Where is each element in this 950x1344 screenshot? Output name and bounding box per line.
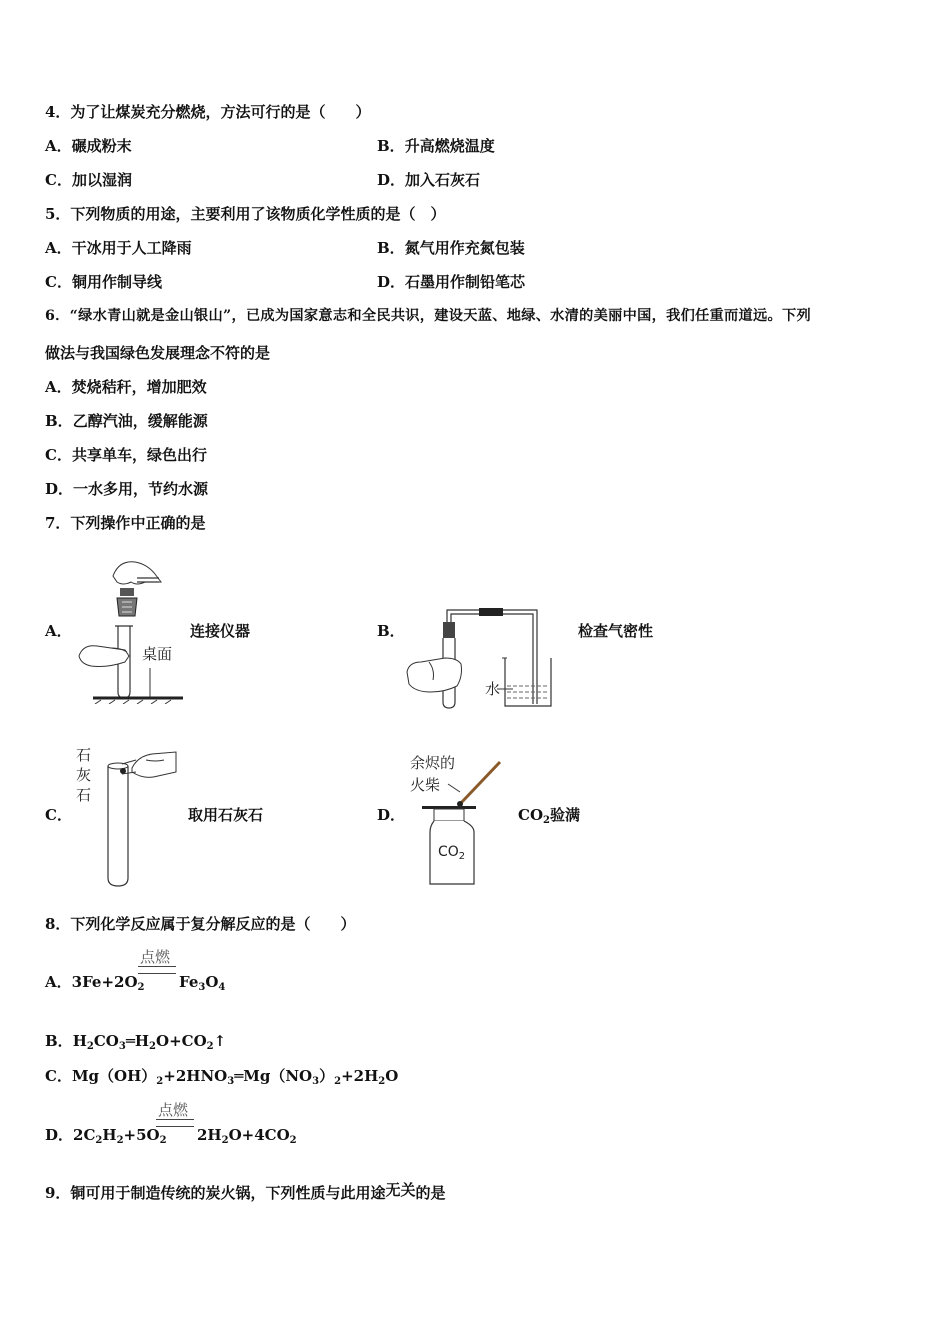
take-limestone-figure [72, 740, 182, 888]
connect-apparatus-figure [75, 552, 185, 704]
q4-option-c[interactable]: C．加以湿润 [45, 171, 132, 189]
ember-label: 余烬的 [410, 754, 456, 772]
desktop-label: 桌面 [142, 645, 173, 663]
airtightness-figure [405, 600, 557, 712]
q6-option-b[interactable]: B．乙醇汽油，缓解能源 [45, 412, 208, 430]
q7-stem: 7．下列操作中正确的是 [45, 514, 206, 532]
co2-full-test-figure [404, 748, 508, 888]
q6-stem-line2: 做法与我国绿色发展理念不符的是 [45, 344, 271, 362]
q5-option-a[interactable]: A．干冰用于人工降雨 [45, 239, 192, 257]
q8-option-d[interactable]: D．$2C_2H_2+5O_2$ [45, 1126, 167, 1146]
limestone-label-3: 石 [76, 786, 92, 804]
q7-option-d-letter[interactable]: D． [377, 806, 406, 824]
q7-option-a-letter[interactable]: A． [45, 622, 72, 640]
q7-option-c-caption: 取用石灰石 [188, 806, 264, 824]
q9-emphasis: 无关 [385, 1181, 416, 1199]
q8-a-condition: 点燃 [140, 948, 171, 966]
q5-option-b[interactable]: B．氮气用作充氮包装 [377, 239, 525, 257]
q5-stem: 5．下列物质的用途，主要利用了该物质化学性质的是（ ） [45, 205, 446, 223]
q6-option-d[interactable]: D．一水多用，节约水源 [45, 480, 209, 498]
q8-option-c[interactable]: C．$Mg(OH)_2+2HNO_3═Mg(NO_3)_2+2H_2O$ [45, 1067, 399, 1087]
q4-option-d[interactable]: D．加入石灰石 [377, 171, 481, 189]
q7-option-b-letter[interactable]: B． [377, 622, 405, 640]
q7-option-d-caption: $CO_2$验满 [518, 806, 580, 826]
q8-option-a-product: $Fe_3O_4$ [179, 973, 226, 993]
q8-option-b[interactable]: B．$H_2CO_3═H_2O+CO_2↑$ [45, 1032, 227, 1052]
q7-option-c-letter[interactable]: C． [45, 806, 72, 824]
q7-option-b-caption: 检查气密性 [578, 622, 654, 640]
q6-stem-line1: 6．“绿水青山就是金山银山”，已成为国家意志和全民共识，建设天蓝、地绿、水清的美丽中国，我们任重而道远。下列 [45, 308, 811, 324]
q8-option-a[interactable]: A．$3Fe+2O_2$ [45, 973, 145, 993]
q5-option-d[interactable]: D．石墨用作制铅笔芯 [377, 273, 526, 291]
water-label: 水 [485, 680, 501, 698]
match-label: 火柴 [410, 776, 441, 794]
q8-option-d-product: $2H_2O+4CO_2$ [197, 1126, 297, 1146]
limestone-label-2: 灰 [76, 766, 92, 784]
q4-option-a[interactable]: A．碾成粉末 [45, 137, 132, 155]
q6-option-c[interactable]: C．共享单车，绿色出行 [45, 446, 207, 464]
q6-option-a[interactable]: A．焚烧秸秆，增加肥效 [45, 378, 207, 396]
q5-option-c[interactable]: C．铜用作制导线 [45, 273, 162, 291]
q7-option-a-caption: 连接仪器 [190, 622, 251, 640]
q4-stem: 4．为了让煤炭充分燃烧，方法可行的是（ ） [45, 103, 371, 121]
co2-bottle-label: $CO_2$ [438, 844, 466, 862]
q8-d-condition: 点燃 [158, 1101, 189, 1119]
q8-stem: 8．下列化学反应属于复分解反应的是（ ） [45, 915, 356, 933]
limestone-label-1: 石 [76, 746, 92, 764]
q9-stem: 9．铜可用于制造传统的炭火锅，下列性质与此用途无关的是 [45, 1181, 446, 1202]
q4-option-b[interactable]: B．升高燃烧温度 [377, 137, 495, 155]
